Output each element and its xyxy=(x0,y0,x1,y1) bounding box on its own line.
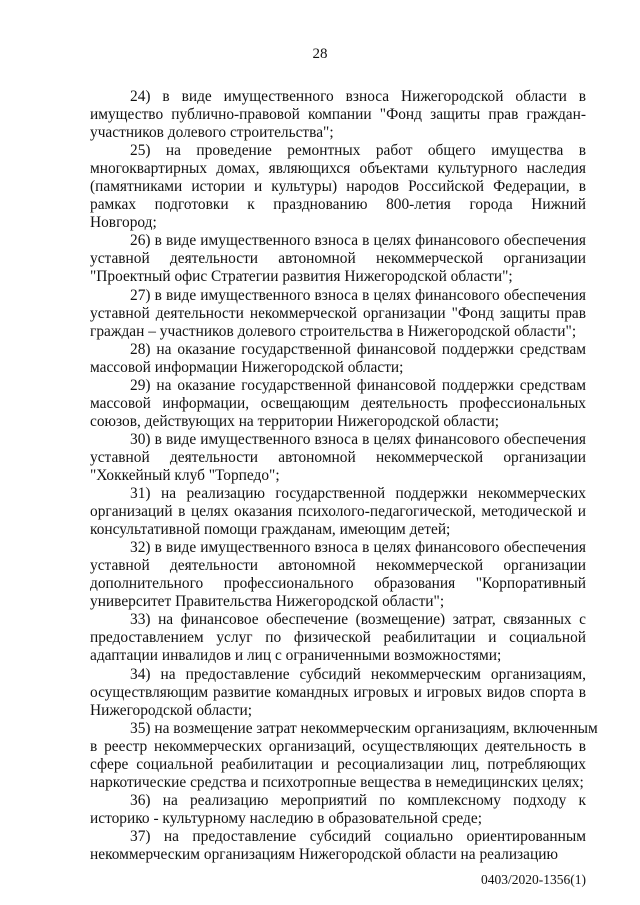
item-line: предоставлением услуг по физической реабилитации и социальной xyxy=(90,629,586,647)
item-line: наркотические средства и психотропные вещества в немедицинских целях; xyxy=(90,773,584,791)
item-line: 31) на реализацию государственной поддержки некоммерческих xyxy=(130,485,586,503)
list-item xyxy=(90,485,586,539)
item-line: рамках подготовки к празднованию 800-летия города Нижний xyxy=(90,196,586,214)
item-line: в реестр некоммерческих организаций, осуществляющих деятельность в xyxy=(90,737,586,755)
document-code: 0403/2020-1356(1) xyxy=(481,872,586,887)
item-line: 25) на проведение ремонтных работ общего имущества в xyxy=(130,142,586,160)
item-line: имущество публично-правовой компании "Фонд защиты прав граждан- xyxy=(90,106,586,124)
item-line: организаций в целях оказания психолого-педагогической, методической и xyxy=(90,503,586,521)
item-line: "Проектный офис Стратегии развития Нижегородской области"; xyxy=(90,268,513,286)
item-line: массовой информации, освещающим деятельность профессиональных xyxy=(90,394,586,412)
item-line: дополнительного профессионального образования "Корпоративный xyxy=(90,575,586,593)
list-item xyxy=(90,377,586,431)
list-item xyxy=(90,431,586,485)
list-item xyxy=(90,539,586,611)
item-line: многоквартирных домах, являющихся объектами культурного наследия xyxy=(90,160,586,178)
list-item xyxy=(90,666,586,720)
item-line: 35) на возмещение затрат некоммерческим организациям, включенным xyxy=(130,719,598,737)
item-line: 32) в виде имущественного взноса в целях финансового обеспечения xyxy=(130,539,586,557)
item-line: 33) на финансовое обеспечение (возмещение) затрат, связанных с xyxy=(130,611,586,629)
item-line: адаптации инвалидов и лиц с ограниченными возможностями; xyxy=(90,647,502,665)
list-item xyxy=(90,611,586,665)
list-item xyxy=(90,828,586,864)
item-line: консультативной помощи гражданам, имеющим детей; xyxy=(90,521,451,539)
page-number: 28 xyxy=(312,46,328,62)
list-item xyxy=(90,142,586,232)
list-item xyxy=(90,232,586,286)
item-line: некоммерческим организациям Нижегородской области на реализацию xyxy=(90,845,558,863)
list-item xyxy=(90,792,586,828)
item-line: 37) на предоставление субсидий социально ориентированным xyxy=(130,827,586,845)
item-line: уставной деятельности автономной некоммерческой организации xyxy=(90,557,586,575)
item-line: 28) на оказание государственной финансовой поддержки средствам xyxy=(130,340,586,358)
item-line: 36) на реализацию мероприятий по комплексному подходу к xyxy=(130,791,586,809)
item-line: 29) на оказание государственной финансовой поддержки средствам xyxy=(130,376,586,394)
item-line: осуществляющим развитие командных игровых и игровых видов спорта в xyxy=(90,683,586,701)
item-line: массовой информации Нижегородской области; xyxy=(90,358,404,376)
item-line: 27) в виде имущественного взноса в целях финансового обеспечения xyxy=(130,286,586,304)
item-line: "Хоккейный клуб "Торпедо"; xyxy=(90,466,280,484)
item-line: уставной деятельности автономной некоммерческой организации xyxy=(90,448,586,466)
item-line: союзов, действующих на территории Нижегородской области; xyxy=(90,412,500,430)
list-item xyxy=(90,719,598,792)
item-line: (памятниками истории и культуры) народов Российской Федерации, в xyxy=(90,178,586,196)
item-line: 26) в виде имущественного взноса в целях финансового обеспечения xyxy=(130,232,586,250)
item-line: уставной деятельности некоммерческой организации "Фонд защиты прав xyxy=(90,304,586,322)
item-line: университет Правительства Нижегородской области"; xyxy=(90,593,445,611)
item-line: сфере социальной реабилитации и ресоциализации лиц, потребляющих xyxy=(90,755,586,773)
item-line: Нижегородской области; xyxy=(90,701,253,719)
item-line: историко - культурному наследию в образовательной среде; xyxy=(90,809,482,827)
list-item xyxy=(90,341,586,377)
item-line: 34) на предоставление субсидий некоммерческим организациям, xyxy=(130,665,586,683)
item-line: Новгород; xyxy=(90,214,157,232)
item-line: 24) в виде имущественного взноса Нижегородской области в xyxy=(130,88,586,105)
item-line: граждан – участников долевого строительства в Нижегородской области"; xyxy=(90,322,577,340)
item-line: 30) в виде имущественного взноса в целях финансового обеспечения xyxy=(130,430,586,448)
item-line: участников долевого строительства"; xyxy=(90,124,334,142)
list-item xyxy=(90,287,586,341)
item-line: уставной деятельности автономной некоммерческой организации xyxy=(90,250,586,268)
document-body xyxy=(90,88,598,864)
list-item xyxy=(90,88,586,142)
